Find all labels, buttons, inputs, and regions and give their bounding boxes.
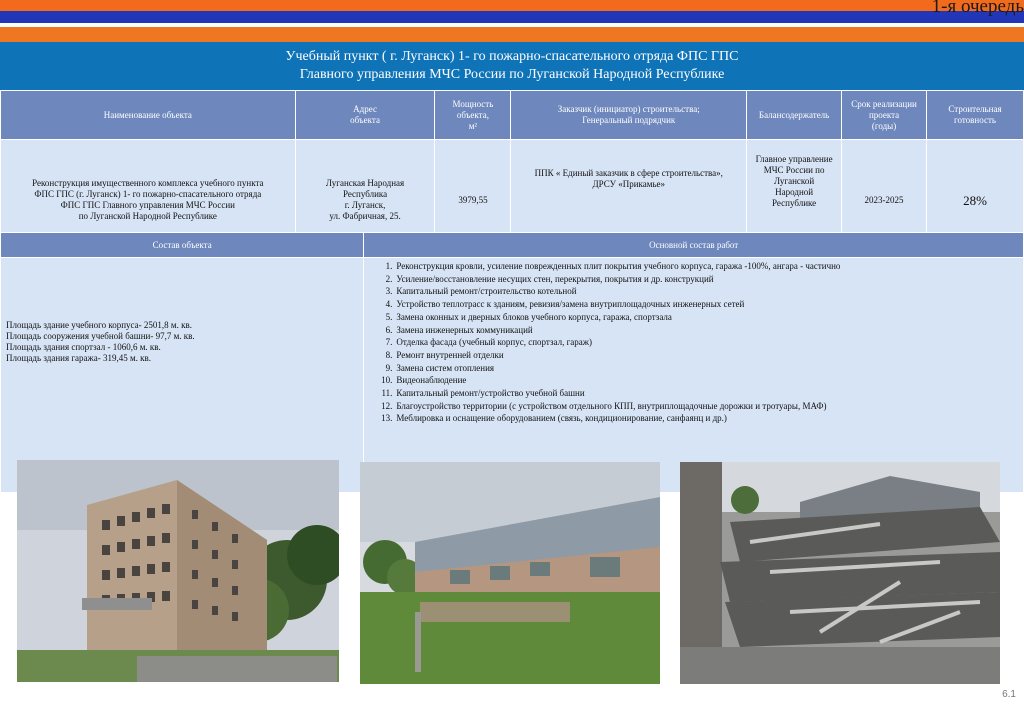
col-header-name: Наименование объекта — [1, 91, 296, 140]
work-item — [368, 311, 1019, 324]
area-item: Площадь здания спортзал - 1060,6 м. кв. — [6, 342, 161, 352]
work-item — [368, 324, 1019, 337]
work-item-text: Замена оконных и дверных блоков учебного корпуса, гаража, спортзала — [396, 311, 672, 322]
work-item-text: Видеонаблюдение — [396, 375, 467, 386]
work-item — [368, 336, 1019, 349]
queue-label: 1-я очередь — [931, 0, 1024, 17]
work-item-number: 8. — [385, 349, 393, 360]
col-header-address: Адрес объекта — [295, 91, 435, 140]
photo-training-building — [17, 460, 339, 682]
composition-row — [1, 258, 1024, 493]
area-item: Площадь здания гаража- 319,45 м. кв. — [6, 353, 152, 363]
work-item-number: 11. — [381, 388, 393, 399]
work-item — [368, 285, 1019, 298]
works-cell — [364, 258, 1024, 493]
work-item-text: Отделка фасада (учебный корпус, спортзал, гараж) — [396, 337, 592, 348]
object-table-header — [1, 91, 1024, 140]
page-number: 6.1 — [1002, 689, 1016, 700]
areas-list — [6, 320, 359, 364]
work-item-text: Усиление/восстановление несущих стен, перекрытия, покрытия и др. конструкций — [396, 273, 714, 284]
work-item-text: Меблировка и оснащение оборудованием (связь, кондиционирование, санфаянц и др.) — [396, 413, 727, 424]
work-item-text: Капитальный ремонт/строительство котельной — [396, 286, 577, 297]
work-item — [368, 387, 1019, 400]
work-item-number: 6. — [385, 324, 393, 335]
photo-damaged-roof — [680, 462, 1000, 684]
title-bar — [0, 42, 1024, 90]
areas-cell — [1, 258, 364, 493]
work-item — [368, 298, 1019, 311]
cell-object-name: Реконструкция имущественного комплекса учебного пункта ФПС ГПС (г. Луганск) 1- го пожарно-спасательного отряда ФПС ГПС Главного управления МЧС России по Луганской Народной Республике — [1, 140, 296, 261]
work-item-number: 9. — [385, 362, 393, 373]
work-item-number: 7. — [385, 337, 393, 348]
work-item-number: 2. — [385, 273, 393, 284]
work-item-number: 1. — [385, 261, 393, 271]
title-line-1: Учебный пункт ( г. Луганск) 1- го пожарно-спасательного отряда ФПС ГПС — [285, 49, 739, 64]
composition-right-header: Основной состав работ — [364, 233, 1024, 258]
work-item-number: 3. — [385, 286, 393, 297]
work-item — [368, 260, 1019, 273]
cell-holder: Главное управление МЧС России по Луганской Народной Республике — [747, 140, 842, 261]
photo-hangar — [360, 462, 660, 684]
col-header-holder: Балансодержатель — [747, 91, 842, 140]
work-item — [368, 412, 1019, 425]
cell-term: 2023-2025 — [842, 140, 927, 261]
work-item — [368, 349, 1019, 362]
work-item-number: 12. — [381, 400, 393, 411]
cell-customer: ППК « Единый заказчик в сфере строительства», ДРСУ «Прикамье» — [511, 140, 747, 261]
composition-table — [0, 232, 1024, 493]
work-item-text: Замена систем отопления — [396, 362, 495, 373]
work-item-text: Ремонт внутренней отделки — [396, 349, 504, 360]
title-line-2: Главного управления МЧС России по Луганской Народной Республике — [299, 67, 725, 82]
stripe-orange-top — [0, 0, 1024, 11]
composition-header — [1, 233, 1024, 258]
work-item-text: Капитальный ремонт/устройство учебной башни — [396, 388, 585, 399]
header-stripes — [0, 0, 1024, 42]
work-item — [368, 400, 1019, 413]
works-list — [368, 260, 1019, 425]
col-header-readiness: Строительная готовность — [927, 91, 1024, 140]
col-header-customer: Заказчик (инициатор) строительства; Генеральный подрядчик — [511, 91, 747, 140]
col-header-term: Срок реализации проекта (годы) — [842, 91, 927, 140]
stripe-orange-bottom — [0, 27, 1024, 42]
work-item-number: 13. — [381, 413, 393, 424]
work-item-text: Устройство теплотрасс к зданиям, ревизия/замена внутриплощадочных инженерных сетей — [396, 299, 745, 310]
work-item — [368, 362, 1019, 375]
work-item-number: 10. — [381, 375, 393, 386]
stripe-blue — [0, 11, 1024, 23]
cell-address: Луганская Народная Республика г. Луганск, ул. Фабричная, 25. — [295, 140, 435, 261]
composition-left-header: Состав объекта — [1, 233, 364, 258]
col-header-capacity: Мощность объекта, м² — [435, 91, 511, 140]
area-item: Площадь сооружения учебной башни- 97,7 м. кв. — [6, 331, 195, 341]
work-item-number: 5. — [385, 311, 393, 322]
area-item: Площадь здание учебного корпуса- 2501,8 м. кв. — [6, 320, 192, 330]
work-item-text: Благоустройство территории (с устройством отдельного КПП, внутриплощадочные дорожки и тротуары, МАФ) — [396, 400, 827, 411]
work-item-number: 4. — [385, 299, 393, 310]
work-item-text: Реконструкция кровли, усиление поврежденных плит покрытия учебного корпуса, гаража -100%, ангара - частично — [396, 261, 841, 271]
work-item — [368, 374, 1019, 387]
work-item-text: Замена инженерных коммуникаций — [396, 324, 533, 335]
cell-capacity: 3979,55 — [435, 140, 511, 261]
cell-readiness: 28% — [927, 140, 1024, 261]
work-item — [368, 273, 1019, 286]
